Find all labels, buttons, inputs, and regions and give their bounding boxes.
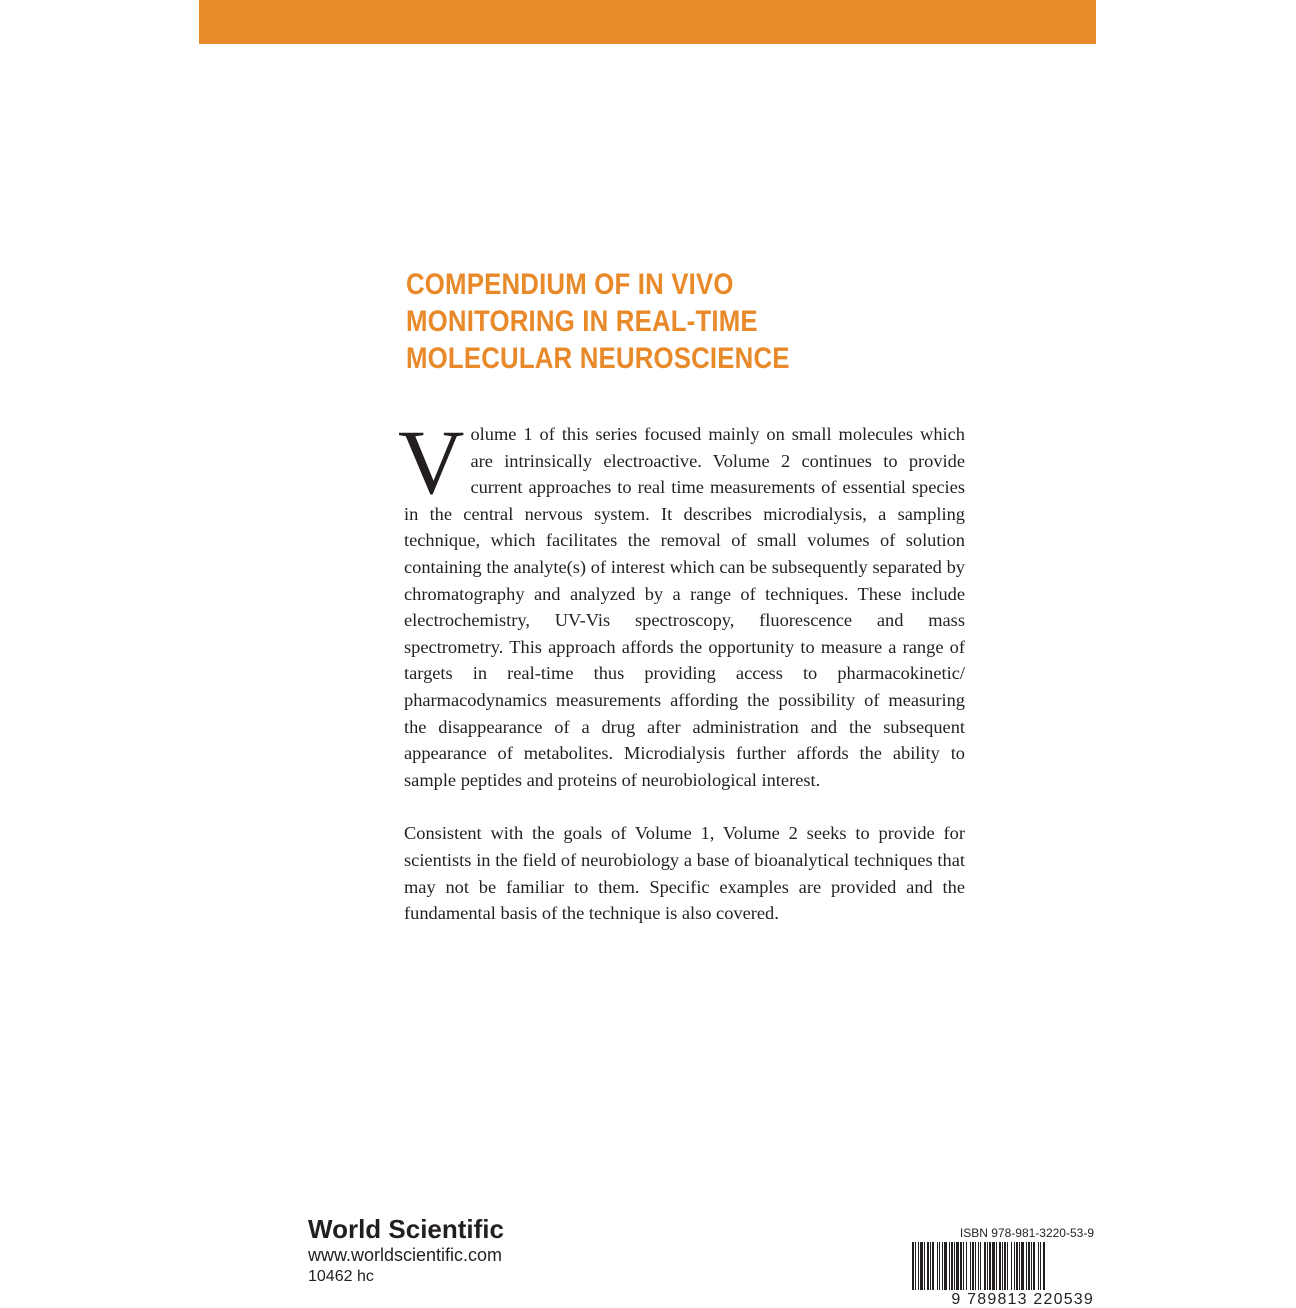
barcode-icon bbox=[898, 1242, 1094, 1294]
blurb-paragraph-1-text: olume 1 of this series focused mainly on small molecules which are intrinsically electroactive. Volume 2 continues to provide current approaches to real time measurements of essential species in the central nervous system. It describes microdialysis, a sampling technique, which facilitates the removal of small volumes of solution containing the analyte(s) of interest which can be subsequently separated by chromatography and analyzed by a range of techniques. These include electrochemistry, UV-Vis spectroscopy, fluorescence and mass spectrometry. This approach affords the opportunity to measure a range of targets in real-time thus providing access to pharmacokinetic/ pharmacodynamics measurements affording the possibility of measuring the disappearance of a drug after administration and the subsequent appearance of metabolites. Microdialysis further affords the ability to sample peptides and proteins of neurobiological interest. bbox=[404, 424, 965, 790]
publisher-url: www.worldscientific.com bbox=[308, 1245, 503, 1265]
isbn-label: ISBN 978-981-3220-53-9 bbox=[959, 1226, 1094, 1240]
blurb-paragraph-2: Consistent with the goals of Volume 1, Volume 2 seeks to provide for scientists in the field of neurobiology a base of bioanalytical techniques that may not be familiar to them. Specific examples are provided and the fundamental basis of the technique is also covered. bbox=[404, 823, 965, 924]
drop-cap: V bbox=[398, 411, 465, 513]
title-line-2: MONITORING IN REAL-TIME bbox=[406, 305, 758, 338]
top-color-band bbox=[199, 0, 1096, 44]
blurb bbox=[398, 411, 965, 927]
title-line-1: COMPENDIUM OF IN VIVO bbox=[406, 268, 734, 301]
publisher-name: World Scientific bbox=[308, 1214, 504, 1244]
blurb-paragraph-1 bbox=[398, 411, 965, 793]
publisher-block bbox=[308, 1214, 504, 1288]
product-code: 10462 hc bbox=[308, 1268, 374, 1285]
title-line-3: MOLECULAR NEUROSCIENCE bbox=[406, 342, 790, 375]
book-title bbox=[406, 266, 922, 377]
barcode-digits: 9 789813 220539 bbox=[951, 1291, 1094, 1308]
